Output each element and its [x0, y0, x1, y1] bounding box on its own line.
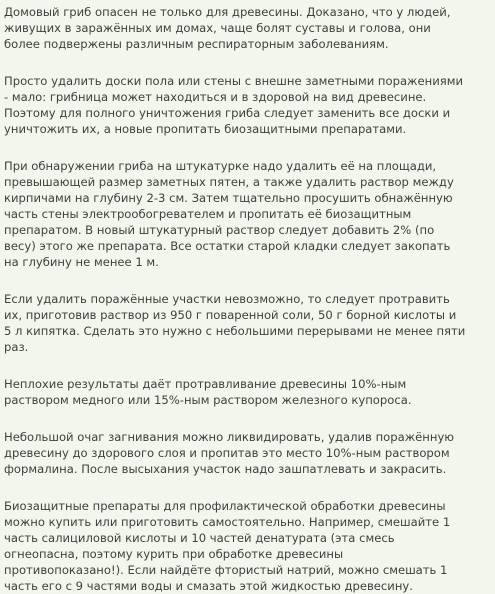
paragraph-fungus-danger: Домовый гриб опасен не только для древесины. Доказано, что у людей, живущих в заражённых им домах, чаще болят суставы и голова, они более подвержены различным респираторным заболеваниям. [4, 5, 451, 51]
paragraph-remove-boards: Просто удалить доски пола или стены с внешне заметными поражениями - мало: грибница может находиться и в здоровой на вид древесине. Поэтому для полного уничтожения гриба следует заменить все доски и уничтожить их, а новые пропитать биозащитными препаратами. [4, 74, 464, 136]
paragraph-biocide-recipes: Биозащитные препараты для профилактической обработки древесины можно купить или приготовить самостоятельно. Например, смешайте 1 часть салициловой кислоты и 10 частей денатурата (эта смесь огнеопасна, поэтому курить при обработке древесины противопоказано!). Если найдёте фтористый натрий, можно смешать 1 часть его с 9 частями воды и смазать этой жидкостью древесину. [4, 499, 451, 593]
paragraph-formalin: Небольшой очаг загнивания можно ликвидировать, удалив поражённую древесину до здорового слоя и пропитав это место 10%-ным раствором формалина. После высыхания участок надо зашпатлевать и закрасить. [4, 430, 455, 476]
paragraph-vitriol: Неплохие результаты даёт протравливание древесины 10%-ным раствором медного или 15%-ным раствором железного купороса. [4, 377, 412, 407]
paragraph-plaster-treatment: При обнаружении гриба на штукатурке надо удалить её на площади, превышающей размер заметных пятен, а также удалить раствор между кирпичами на глубину 2-3 см. Затем тщательно просушить обнажённую часть стены электрообогревателем и пропитать её биозащитным препаратом. В новый штукатурный раствор следует добавить 2% (по весу) этого же препарата. Все остатки старой кладки следует закопать на глубину не менее 1 м. [4, 159, 454, 269]
paragraph-salt-solution: Если удалить поражённые участки невозможно, то следует протравить их, приготовив раствор из 950 г поваренной соли, 50 г борной кислоты и 5 л кипятка. Сделать это нужно с небольшими перерывами не менее пяти раз. [4, 292, 466, 354]
